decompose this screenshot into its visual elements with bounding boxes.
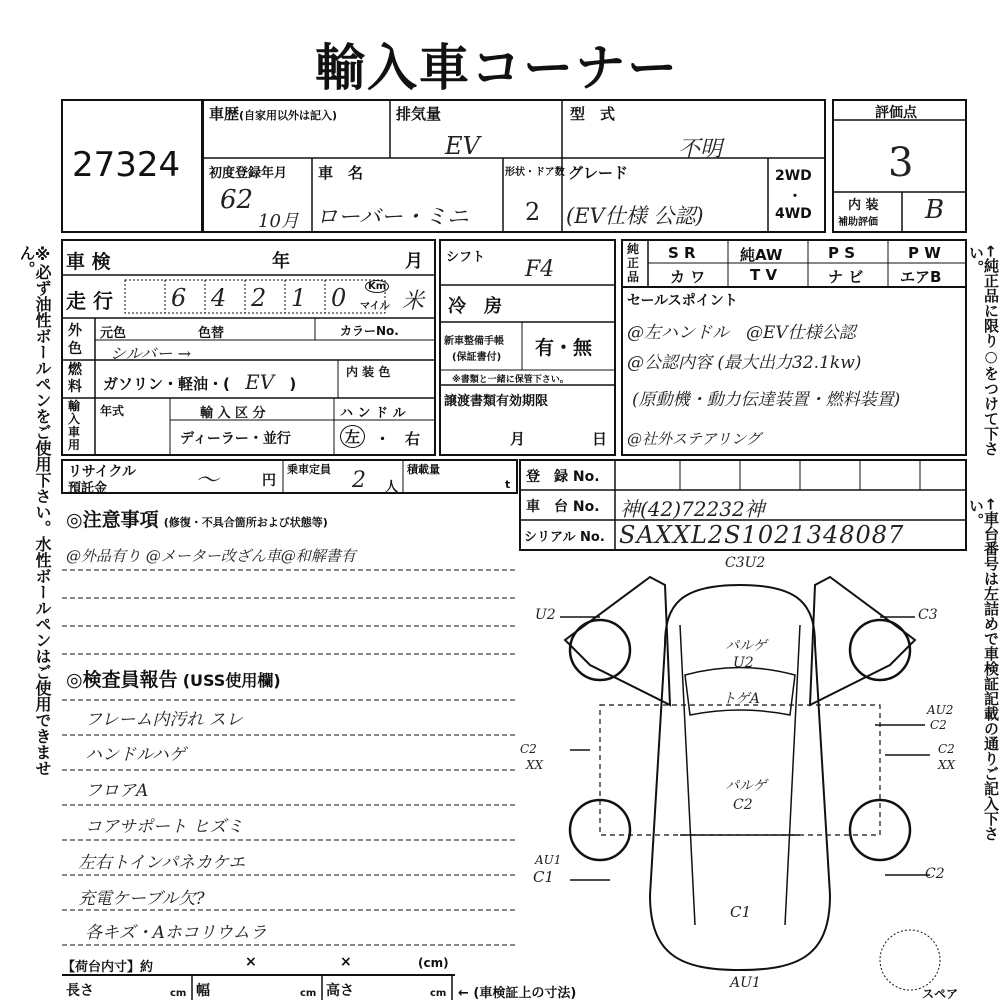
cargo-length-cm: cm: [170, 988, 187, 999]
mileage-label: 走 行: [66, 289, 113, 313]
reg-no-label: 登 録 No.: [526, 469, 600, 485]
import-label: 輸入車用: [68, 399, 81, 452]
side-note-right-bottom: ←車台番号は左詰めで車検証記載の通りご記入下さい。: [967, 498, 1000, 841]
maint-sub: (保証書付): [452, 352, 502, 363]
equip-navi[interactable]: ナ ビ: [828, 268, 864, 286]
mileage-digit-4: 1: [291, 284, 307, 312]
first-reg-month: 10月: [258, 211, 299, 232]
handle-sep: ・: [375, 430, 391, 448]
grade-value: (EV仕様 公認): [566, 204, 704, 228]
load-label: 積載量: [407, 463, 440, 476]
model-value: 不明: [678, 137, 723, 162]
inspector-line-3: フロアA: [85, 781, 149, 801]
inspection-label: 車 検: [66, 251, 111, 273]
notice-heading: ◎注意事項 (修復・不具合箇所および状態等): [66, 509, 328, 531]
mark-c2-rear-right: C2: [925, 866, 945, 882]
cargo-x2: ×: [340, 954, 352, 970]
doors-label: 形状・ドア数: [505, 167, 565, 178]
mile-label: マイル: [360, 301, 390, 312]
inspector-line-7: 各キズ・Aホコリウムラ: [85, 923, 267, 943]
mark-c1-rear: C1: [730, 903, 752, 921]
handle-right[interactable]: 右: [405, 430, 421, 448]
side-note-left: ※必ず油性ボールペンをご使用下さい。水性ボールペンはご使用できません。: [17, 245, 52, 776]
recycle-label2: 預託金: [68, 481, 108, 496]
inspector-line-6: 充電ケーブル欠?: [78, 889, 205, 909]
import-type-label: 輸 入 区 分: [200, 406, 266, 421]
capacity-label: 乗車定員: [287, 463, 331, 476]
interior-color-label: 内 装 色: [346, 365, 391, 379]
mark-c2-right2: C2: [938, 742, 955, 756]
sales-line-3: (原動機・動力伝達装置・燃料装置): [632, 390, 901, 410]
car-name-value: ローバー・ミニ: [316, 205, 469, 230]
grade-label: グレード: [568, 164, 629, 182]
mark-roof-lower: パルゲ: [725, 778, 767, 794]
recycle-yen: 円: [262, 473, 276, 489]
mileage-digit-2: 4: [211, 284, 227, 312]
rating-value: 3: [888, 140, 914, 186]
mileage-mark: 米: [402, 289, 425, 314]
side-note-right-top: ←純正品に限り○をつけて下さい。: [967, 245, 1000, 456]
genuine-label: 純正品: [627, 242, 640, 284]
cargo-length-label: 長さ: [66, 983, 94, 999]
mark-roof-upper: パルゲ: [725, 638, 767, 654]
mark-roof-lower-code: C2: [733, 797, 753, 813]
inspector-heading: ◎検査員報告 (USS使用欄): [66, 669, 281, 691]
mark-xx-right: XX: [938, 758, 956, 772]
dealer-options: ディーラー・並行: [180, 431, 291, 447]
inspector-line-2: ハンドルハゲ: [85, 745, 186, 765]
first-reg-label: 初度登録年月: [209, 166, 288, 181]
equip-tv[interactable]: T V: [750, 266, 778, 284]
mark-au1-left: AU1: [535, 853, 562, 867]
mileage-digit-5: 0: [331, 284, 347, 312]
ac-label: 冷 房: [448, 296, 502, 317]
capacity-person: 人: [385, 480, 399, 495]
drive-2wd: 2WD: [775, 168, 812, 184]
serial-label: シリアル No.: [524, 530, 605, 545]
capacity-value: 2: [352, 468, 366, 493]
car-name-label: 車 名: [318, 164, 364, 182]
orig-color-label: 元色: [100, 326, 127, 341]
sales-line-1: @左ハンドル @EV仕様公認: [627, 323, 856, 343]
inspection-year: 年: [272, 251, 290, 272]
page-title: 輸入車コーナー: [315, 39, 679, 97]
mark-roof-upper-code: U2: [733, 655, 754, 671]
shift-value: F4: [525, 257, 555, 282]
maint-label: 新車整備手帳: [444, 336, 504, 347]
km-label: Km: [365, 280, 389, 293]
fuel-value: EV: [245, 370, 275, 394]
mark-u2-left: U2: [535, 607, 556, 623]
year-model-label: 年式: [100, 404, 125, 418]
handle-label: ハ ン ド ル: [340, 406, 406, 421]
notice-line-1: @外品有り @メーター改ざん車@和解書有: [66, 547, 356, 565]
mark-c3u2-top: C3U2: [725, 555, 766, 571]
color-value: シルバー →: [110, 344, 191, 363]
recycle-value: 〜: [195, 466, 219, 494]
interior-value: B: [925, 195, 945, 225]
transfer-month: 月: [510, 430, 526, 448]
equip-airbag[interactable]: エアB: [900, 268, 942, 286]
equip-ps[interactable]: P S: [828, 244, 856, 262]
repaint-label: 色替: [198, 326, 225, 341]
equip-pw[interactable]: P W: [908, 244, 941, 262]
cargo-width-cm: cm: [300, 988, 317, 999]
fuel-options: ガソリン・軽油・( EV ): [103, 370, 297, 394]
transfer-label: 譲渡書類有効期限: [444, 394, 549, 409]
cargo-label: 【荷台内寸】約: [62, 960, 154, 975]
shift-label: シフト: [446, 250, 486, 265]
inspection-month: 月: [405, 251, 423, 272]
equip-aw[interactable]: 純AW: [740, 246, 783, 264]
serial-value: SAXXL2S1021348087: [619, 521, 905, 549]
mark-windshield: トゲA: [722, 691, 760, 707]
chassis-value: 神(42)72232神: [620, 497, 765, 521]
chassis-label: 車 台 No.: [526, 499, 600, 515]
drive-4wd: 4WD: [775, 206, 812, 222]
cargo-width-label: 幅: [196, 983, 210, 999]
fuel-label: 燃料: [68, 362, 82, 395]
mark-c3-right: C3: [918, 607, 938, 623]
rating-label: 評価点: [875, 105, 917, 121]
spare-label: スペア: [922, 987, 959, 1001]
load-ton: t: [505, 478, 511, 491]
history-label: 車歴(自家用以外は記入): [209, 105, 338, 123]
mark-au2: AU2: [927, 703, 954, 717]
drive-dot: ・: [788, 189, 802, 205]
mark-au1-bottom: AU1: [730, 975, 761, 991]
cargo-unit: (cm): [418, 956, 449, 970]
cargo-height-label: 高さ: [326, 983, 354, 999]
equip-sr[interactable]: S R: [668, 244, 696, 262]
inspector-line-1: フレーム内汚れ スレ: [85, 710, 243, 730]
interior-label: 内 装: [848, 198, 879, 213]
doors-value: 2: [525, 198, 541, 226]
maint-note: ※書類と一緒に保管下さい。: [452, 375, 569, 385]
mark-c2-left: C2: [520, 742, 537, 756]
model-label: 型 式: [570, 105, 616, 123]
interior-sub: 補助評価: [838, 217, 878, 228]
exterior-label: 外色: [68, 323, 82, 357]
mileage-digit-3: 2: [251, 284, 267, 312]
mileage-digit-1: 6: [171, 284, 187, 312]
first-reg-year: 62: [220, 185, 254, 215]
sales-label: セールスポイント: [627, 293, 738, 309]
mark-c2-right: C2: [930, 718, 947, 732]
cargo-height-cm: cm: [430, 988, 447, 999]
mark-xx-left: XX: [526, 758, 544, 772]
inspector-line-4: コアサポート ヒズミ: [85, 817, 244, 837]
lot-number: 27324: [72, 145, 181, 185]
mark-c1-left: C1: [533, 868, 555, 886]
recycle-label: リサイクル: [68, 464, 137, 480]
maint-value[interactable]: 有・無: [535, 337, 593, 359]
color-no-label: カラーNo.: [340, 324, 399, 338]
handle-left[interactable]: 左: [340, 425, 365, 448]
cargo-x1: ×: [245, 954, 257, 970]
cargo-note: ← (車検証上の寸法): [458, 986, 577, 1001]
sales-line-4: @社外ステアリング: [627, 430, 761, 448]
inspector-line-5: 左右トインパネカケエ: [78, 853, 246, 873]
displacement-value: EV: [445, 132, 480, 160]
sales-line-2: @公認内容 (最大出力32.1kw): [627, 353, 862, 373]
transfer-day: 日: [592, 430, 608, 448]
displacement-label: 排気量: [396, 105, 442, 123]
equip-leather[interactable]: カ ワ: [670, 268, 706, 286]
